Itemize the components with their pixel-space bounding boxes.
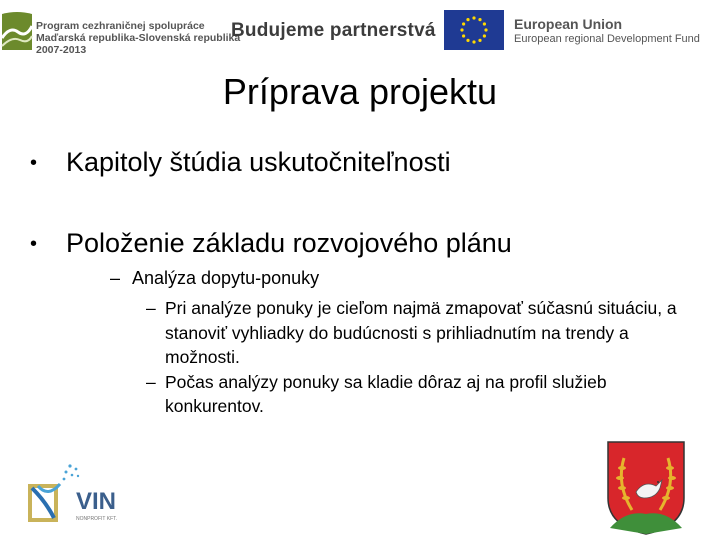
- program-emblem-icon: [0, 8, 34, 52]
- sub-item-dash: –: [146, 371, 156, 392]
- sub-bullet: [110, 268, 319, 289]
- slide-title-text: Príprava projektu: [222, 71, 498, 112]
- eu-title: European Union: [514, 16, 623, 32]
- partnership-slogan: Budujeme partnerstvá: [231, 20, 436, 41]
- eu-subtitle: European regional Development Fund: [514, 33, 700, 45]
- program-line-2: Maďarská republika-Slovenská republika: [36, 32, 241, 44]
- program-line-1: Program cezhraničnej spolupráce: [36, 20, 205, 32]
- sub-bullet-text: Analýza dopytu-ponuky: [132, 268, 320, 288]
- slide-title: [0, 70, 720, 114]
- sub-item: [146, 370, 706, 419]
- bullet-item: [30, 147, 451, 178]
- bullet-text: Položenie základu rozvojového plánu: [66, 228, 512, 258]
- sub-item: [146, 296, 706, 370]
- program-logo: [0, 8, 241, 56]
- sub-item-text: Pri analýze ponuky je cieľom najmä zmapovať súčasnú situáciu, a stanoviť vyhliadky do budúcnosti s prihliadnutím na trendy a možnosti.: [165, 298, 677, 367]
- vin-logo-sub: NONPROFIT KFT.: [76, 516, 118, 522]
- sub-bullet-dash: –: [110, 268, 121, 288]
- bullet-marker: •: [30, 152, 38, 175]
- program-line-3: 2007-2013: [36, 44, 87, 56]
- bullet-marker: •: [30, 233, 38, 256]
- sub-item-text: Počas analýzy ponuky sa kladie dôraz aj na profil služieb konkurentov.: [165, 371, 607, 416]
- coat-of-arms-icon: [606, 440, 686, 536]
- bullet-text: Kapitoly štúdia uskutočniteľnosti: [66, 147, 451, 177]
- bullet-item: [30, 228, 512, 259]
- sub-items: [146, 296, 706, 419]
- eu-label: [514, 16, 700, 46]
- eu-flag-icon: [444, 10, 504, 50]
- vin-logo: [26, 462, 146, 526]
- sub-item-dash: –: [146, 298, 156, 318]
- vin-logo-text: VIN: [76, 488, 117, 515]
